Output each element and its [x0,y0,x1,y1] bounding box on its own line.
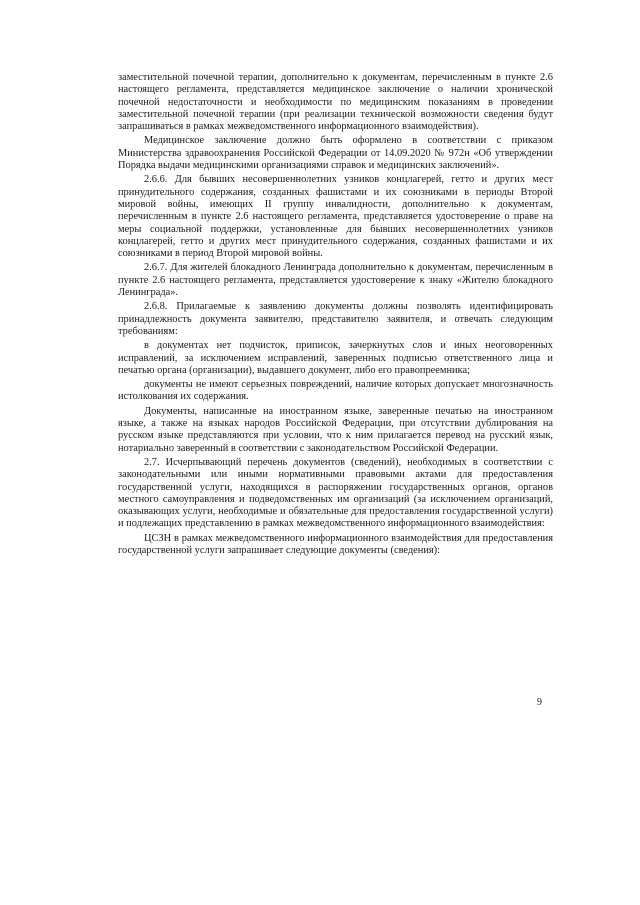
paragraph: 2.6.6. Для бывших несовершеннолетних узников концлагерей, гетто и других мест принудительного содержания, созданных фашистами и их союзниками в периоды Второй мировой войны, имеющих II группу инвалидности, дополнительно к документам, перечисленным в пункте 2.6 настоящего регламента, представляется удостоверение о праве на меры социальной поддержки, установленные для бывших несовершеннолетних узников концлагерей, гетто и других мест принудительного содержания, созданных фашистами и их союзниками в период Второй мировой войны. [118,174,553,260]
document-body [118,72,553,559]
paragraph: документы не имеют серьезных повреждений, наличие которых допускает многозначность истолкования их содержания. [118,379,553,403]
page-number: 9 [537,697,542,708]
paragraph: 2.6.8. Прилагаемые к заявлению документы должны позволять идентифицировать принадлежность документа заявителю, представителю заявителя, и отвечать следующим требованиям: [118,301,553,337]
paragraph: 2.6.7. Для жителей блокадного Ленинграда дополнительно к документам, перечисленным в пункте 2.6 настоящего регламента, представляется удостоверение к знаку «Жителю блокадного Ленинграда». [118,262,553,299]
paragraph: 2.7. Исчерпывающий перечень документов (сведений), необходимых в соответствии с законодательными или иными нормативными правовыми актами для предоставления государственной услуги, находящихся в распоряжении государственных органов, органов местного самоуправления и подведомственных им организаций (за исключением организаций, оказывающих услуги, необходимые и обязательные для предоставления государственной услуги) и подлежащих представлению в рамках межведомственного информационного взаимодействия: [118,456,553,530]
paragraph: Медицинское заключение должно быть оформлено в соответствии с приказом Министерства здравоохранения Российской Федерации от 14.09.2020 № 972н «Об утверждении Порядка выдачи медицинскими организациями справок и медицинских заключений». [118,135,553,172]
paragraph: заместительной почечной терапии, дополнительно к документам, перечисленным в пункте 2.6 настоящего регламента, представляется медицинское заключение о наличии хронической почечной недостаточности и необходимости по медицинским показаниям в проведении заместительной почечной терапии (при реализации технической возможности сведения будут запрашиваться в рамках межведомственного информационного взаимодействия). [118,72,553,133]
paragraph: Документы, написанные на иностранном языке, заверенные печатью на иностранном языке, а также на языках народов Российской Федерации, при отсутствии дублирования на русском языке представляются при условии, что к ним прилагается перевод на русский язык, нотариально заверенный в соответствии с законодательством Российской Федерации. [118,405,553,454]
paragraph: в документах нет подчисток, приписок, зачеркнутых слов и иных неоговоренных исправлений, за исключением исправлений, заверенных подписью ответственного лица и печатью органа (организации), выдавшего документ, либо его правопреемника; [118,340,553,376]
paragraph: ЦСЗН в рамках межведомственного информационного взаимодействия для предоставления государственной услуги запрашивает следующие документы (сведения): [118,532,553,556]
